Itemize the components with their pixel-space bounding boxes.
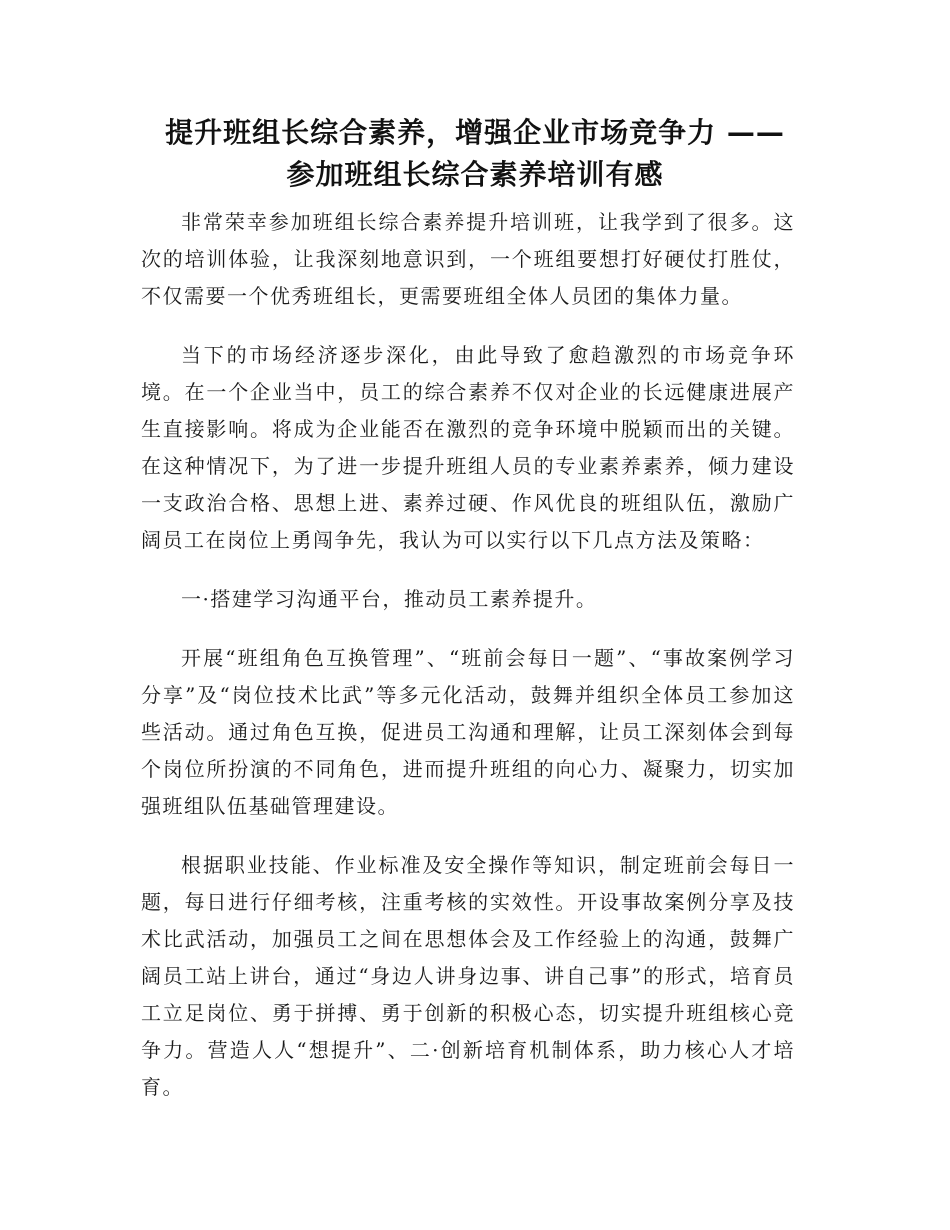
document-body — [141, 204, 795, 1128]
document-title — [120, 112, 830, 196]
paragraph-market: 当下的市场经济逐步深化，由此导致了愈趋激烈的市场竞争环境。在一个企业当中，员工的综合素养不仅对企业的长远健康进展产生直接影响。将成为企业能否在激烈的竞争环境中脱颖而出的关键。在这种情况下，为了进一步提升班组人员的专业素养素养，倾力建设一支政治合格、思想上进、素养过硬、作风优良的班组队伍，激励广阔员工在岗位上勇闯争先，我认为可以实行以下几点方法及策略： — [141, 343, 795, 552]
paragraph-intro: 非常荣幸参加班组长综合素养提升培训班，让我学到了很多。这次的培训体验，让我深刻地意识到，一个班组要想打好硬仗打胜仗，不仅需要一个优秀班组长，更需要班组全体人员团的集体力量。 — [141, 210, 795, 308]
paragraph-knowledge: 根据职业技能、作业标准及安全操作等知识，制定班前会每日一题，每日进行仔细考核，注重考核的实效性。开设事故案例分享及技术比武活动，加强员工之间在思想体会及工作经验上的沟通，鼓舞广阔员工站上讲台，通过“身边人讲身边事、讲自己事”的形式，培育员工立足岗位、勇于拼搏、勇于创新的积极心态，切实提升班组核心竞争力。营造人人“想提升”、二·创新培育机制体系，助力核心人才培育。 — [141, 853, 795, 1099]
section-heading-1: 一·搭建学习沟通平台，推动员工素养提升。 — [181, 587, 598, 611]
title-line-2: 参加班组长综合素养培训有感 — [286, 158, 664, 191]
title-line-1: 提升班组长综合素养，增强企业市场竞争力 —— — [165, 116, 785, 149]
paragraph-activities: 开展“班组角色互换管理”、“班前会每日一题”、“事故案例学习分享”及“岗位技术比武”等多元化活动，鼓舞并组织全体员工参加这些活动。通过角色互换，促进员工沟通和理解，让员工深刻体会到每个岗位所扮演的不同角色，进而提升班组的向心力、凝聚力，切实加强班组队伍基础管理建设。 — [141, 646, 795, 818]
